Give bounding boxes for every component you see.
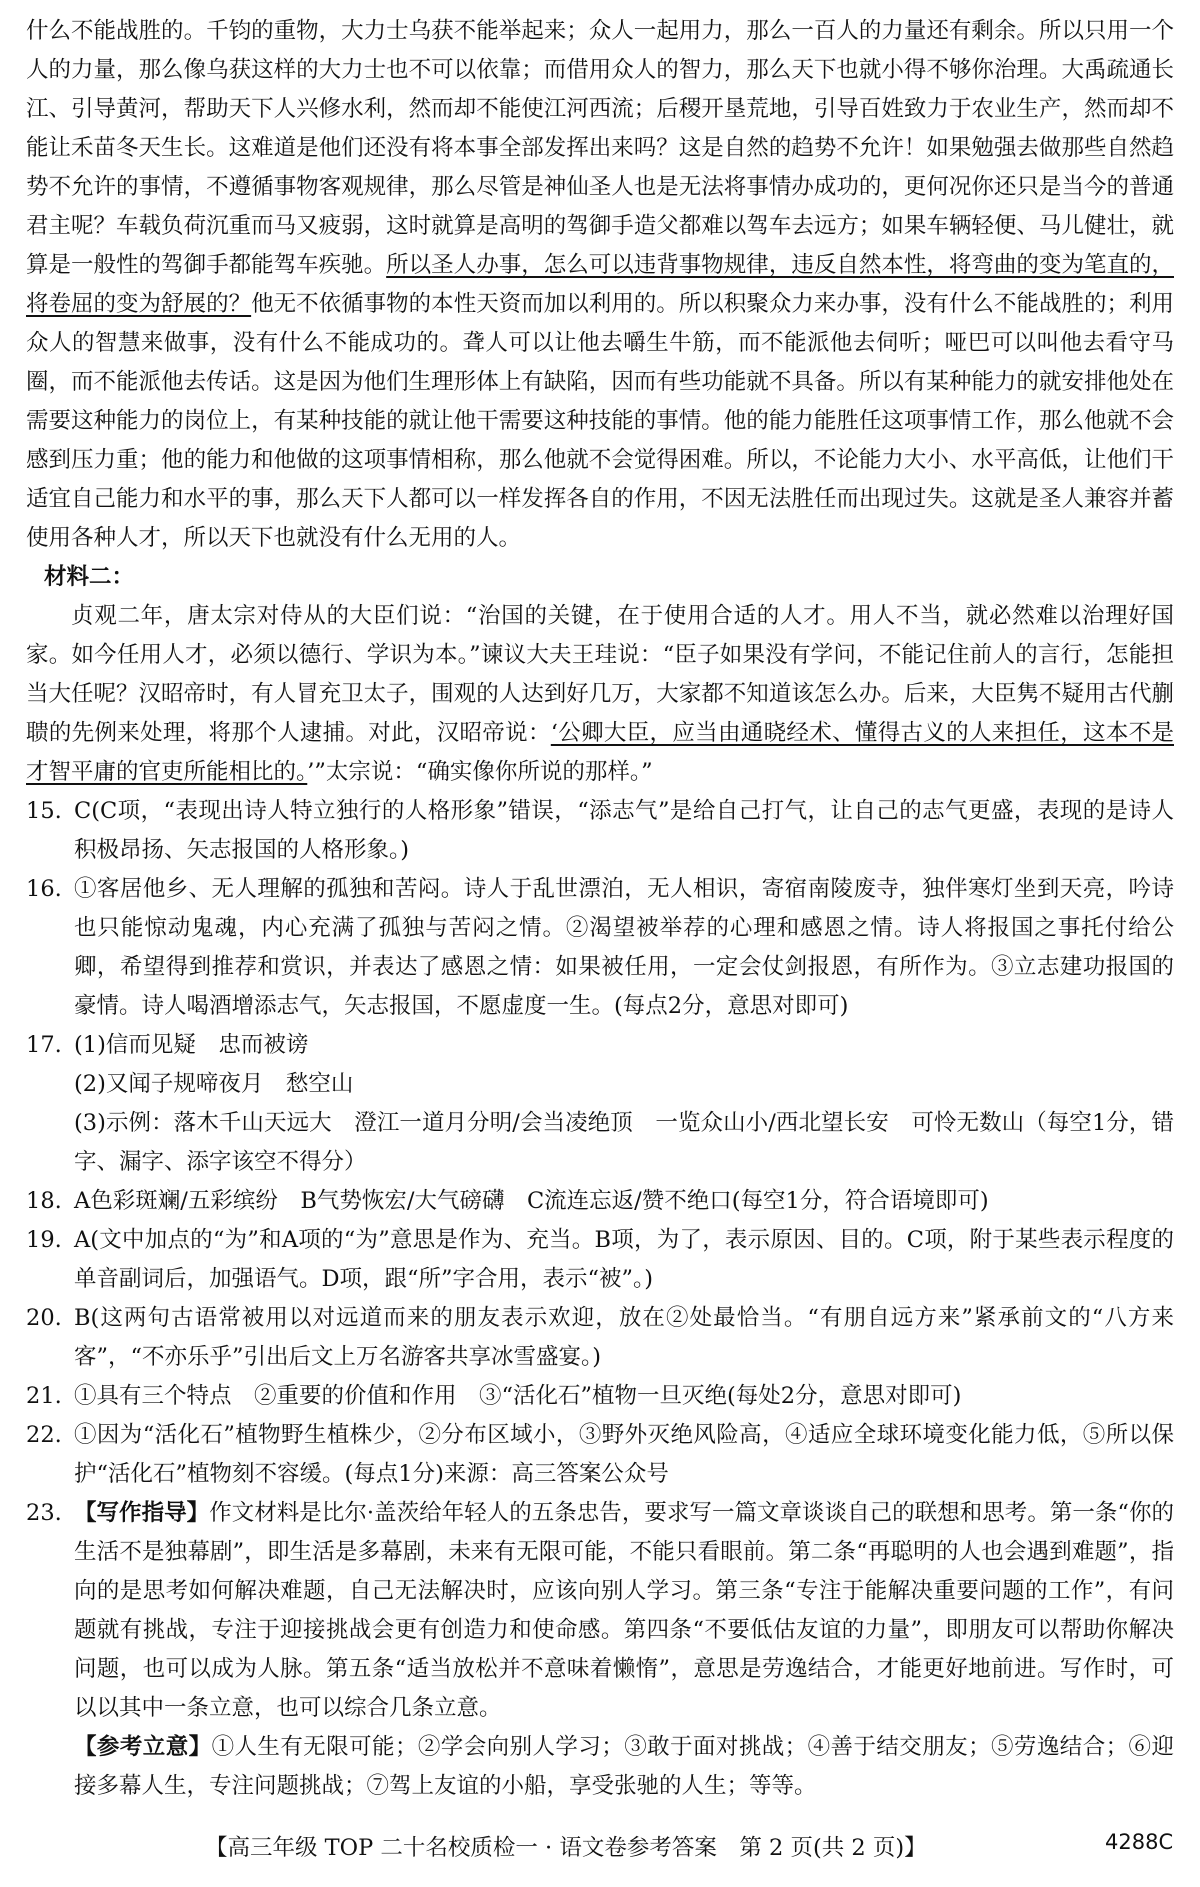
answer-21-number: 21.	[26, 1383, 62, 1409]
answer-23-reference	[74, 1728, 1174, 1806]
answer-18-number: 18.	[26, 1188, 62, 1214]
answer-21-text: ①具有三个特点 ②重要的价值和作用 ③“活化石”植物一旦灭绝(每处2分，意思对即可)	[74, 1383, 962, 1409]
answer-15	[26, 792, 1174, 870]
writing-guide-text: 作文材料是比尔·盖茨给年轻人的五条忠告，要求写一篇文章谈谈自己的联想和思考。第一条“你的生活不是独幕剧”，即生活是多幕剧，未来有无限可能，不能只看眼前。第二条“再聪明的人也会遇到难题”，指向的是思考如何解决难题，自己无法解决时，应该向别人学习。第三条“专注于能解决重要问题的工作”，有问题就有挑战，专注于迎接挑战会更有创造力和使命感。第四条“不要低估友谊的力量”，即朋友可以帮助你解决问题，也可以成为人脉。第五条“适当放松并不意味着懒惰”，意思是劳逸结合，才能更好地前进。写作时，可以以其中一条立意，也可以综合几条立意。	[74, 1500, 1174, 1721]
answer-23-number: 23.	[26, 1500, 62, 1526]
answer-15-number: 15.	[26, 798, 62, 824]
answer-19	[26, 1221, 1174, 1299]
answer-17-part-2: (2)又闻子规啼夜月 愁空山	[74, 1071, 354, 1097]
page-content	[26, 12, 1174, 1806]
answer-20-number: 20.	[26, 1305, 62, 1331]
answer-17	[26, 1026, 1174, 1182]
answer-23	[26, 1494, 1174, 1806]
answer-22	[26, 1416, 1174, 1494]
answer-22-text: ①因为“活化石”植物野生植株少，②分布区域小，③野外灭绝风险高，④适应全球环境变化能力低，⑤所以保护“活化石”植物刻不容缓。(每点1分)来源：高三答案公众号	[74, 1422, 1174, 1487]
answer-15-text: C(C项，“表现出诗人特立独行的人格形象”错误，“添志气”是给自己打气，让自己的志气更盛，表现的是诗人积极昂扬、矢志报国的人格形象。)	[74, 798, 1174, 863]
reference-idea-text: ①人生有无限可能；②学会向别人学习；③敢于面对挑战；④善于结交朋友；⑤劳逸结合；⑥迎接多幕人生，专注问题挑战；⑦驾上友谊的小船，享受张驰的人生；等等。	[74, 1734, 1174, 1799]
footer-title: 【高三年级 TOP 二十名校质检一 · 语文卷参考答案 第 2 页(共 2 页)】	[205, 1835, 927, 1861]
footer-code: 4288C	[1105, 1830, 1174, 1854]
material-one-text-b: 他无不依循事物的本性天资而加以利用的。所以积聚众力来办事，没有什么不能战胜的；利用众人的智慧来做事，没有什么不能成功的。聋人可以让他去嚼生牛筋，而不能派他去伺听；哑巴可以叫他去看守马圈，而不能派他去传话。这是因为他们生理形体上有缺陷，因而有些功能就不具备。所以有某种能力的就安排他处在需要这种能力的岗位上，有某种技能的就让他干需要这种技能的事情。他的能力能胜任这项事情工作，那么他就不会感到压力重；他的能力和他做的这项事情相称，那么他就不会觉得困难。所以，不论能力大小、水平高低，让他们干适宜自己能力和水平的事，那么天下人都可以一样发挥各自的作用，不因无法胜任而出现过失。这就是圣人兼容并蓄使用各种人才，所以天下也就没有什么无用的人。	[26, 291, 1174, 551]
material-one-text-a: 什么不能战胜的。千钧的重物，大力士乌获不能举起来；众人一起用力，那么一百人的力量还有剩余。所以只用一个人的力量，那么像乌获这样的大力士也不可以依靠；而借用众人的智力，那么天下也就小得不够你治理。大禹疏通长江、引导黄河，帮助天下人兴修水利，然而却不能使江河西流；后稷开垦荒地，引导百姓致力于农业生产，然而却不能让禾苗冬天生长。这难道是他们还没有将本事全部发挥出来吗？这是自然的趋势不允许！如果勉强去做那些自然趋势不允许的事情，不遵循事物客观规律，那么尽管是神仙圣人也是无法将事情办成功的，更何况你还只是当今的普通君主呢？车载负荷沉重而马又疲弱，这时就算是高明的驾御手造父都难以驾车去远方；如果车辆轻便、马儿健壮，就算是一般性的驾御手都能驾车疾驰。	[26, 18, 1174, 278]
answer-22-number: 22.	[26, 1422, 62, 1448]
material-two-text-a: 贞观二年，唐太宗对侍从的大臣们说：“治国的关键，在于使用合适的人才。用人不当，就必然难以治理好国家。如今任用人才，必须以德行、学识为本。”谏议大夫王珪说：“臣子如果没有学问，不能记住前人的言行，怎能担当大任呢？汉昭帝时，有人冒充卫太子，围观的人达到好几万，大家都不知道该怎么办。后来，大臣隽不疑用古代蒯聩的先例来处理，将那个人逮捕。对此，汉昭帝说：	[26, 603, 1174, 746]
answer-23-guide	[74, 1494, 1174, 1728]
answer-20-text: B(这两句古语常被用以对远道而来的朋友表示欢迎，放在②处最恰当。“有朋自远方来”紧承前文的“八方来客”，“不亦乐乎”引出后文上万名游客共享冰雪盛宴。)	[74, 1305, 1174, 1370]
material-two-paragraph	[26, 597, 1174, 792]
material-two-underlined: ‘公卿大臣，应当由通晓经术、懂得古义的人来担任，这本不是才智平庸的官吏所能相比的。	[26, 720, 1174, 785]
answer-18-text: A色彩斑斓/五彩缤纷 B气势恢宏/大气磅礴 C流连忘返/赞不绝口(每空1分，符合语境即可)	[74, 1188, 989, 1214]
material-two-text-b: ’”太宗说：“确实像你所说的那样。”	[307, 759, 653, 785]
answer-20	[26, 1299, 1174, 1377]
reference-idea-label: 【参考立意】	[74, 1734, 212, 1760]
answer-19-number: 19.	[26, 1227, 62, 1253]
answer-16-number: 16.	[26, 876, 62, 902]
answer-16-text: ①客居他乡、无人理解的孤独和苦闷。诗人于乱世漂泊，无人相识，寄宿南陵废寺，独伴寒灯坐到天亮，吟诗也只能惊动鬼魂，内心充满了孤独与苦闷之情。②渴望被举荐的心理和感恩之情。诗人将报国之事托付给公卿，希望得到推荐和赏识，并表达了感恩之情：如果被任用，一定会仗剑报恩，有所作为。③立志建功报国的豪情。诗人喝酒增添志气，矢志报国，不愿虚度一生。(每点2分，意思对即可)	[74, 876, 1174, 1019]
answer-17-part-3: (3)示例：落木千山天远大 澄江一道月分明/会当凌绝顶 一览众山小/西北望长安 可怜无数山（每空1分，错字、漏字、添字该空不得分）	[74, 1110, 1174, 1175]
writing-guide-label: 【写作指导】	[74, 1500, 210, 1526]
material-one-underlined: 所以圣人办事，怎么可以违背事物规律，违反自然本性，将弯曲的变为笔直的，将卷屈的变为舒展的？	[26, 252, 1174, 317]
answer-18	[26, 1182, 1174, 1221]
answer-21	[26, 1377, 1174, 1416]
answer-17-part-1: (1)信而见疑 忠而被谤	[74, 1032, 309, 1058]
answer-19-text: A(文中加点的“为”和A项的“为”意思是作为、充当。B项，为了，表示原因、目的。C项，附于某些表示程度的单音副词后，加强语气。D项，跟“所”字合用，表示“被”。)	[74, 1227, 1174, 1292]
material-one-continuation	[26, 12, 1174, 558]
material-two-heading: 材料二：	[44, 564, 135, 590]
answer-17-number: 17.	[26, 1032, 62, 1058]
answer-16	[26, 870, 1174, 1026]
